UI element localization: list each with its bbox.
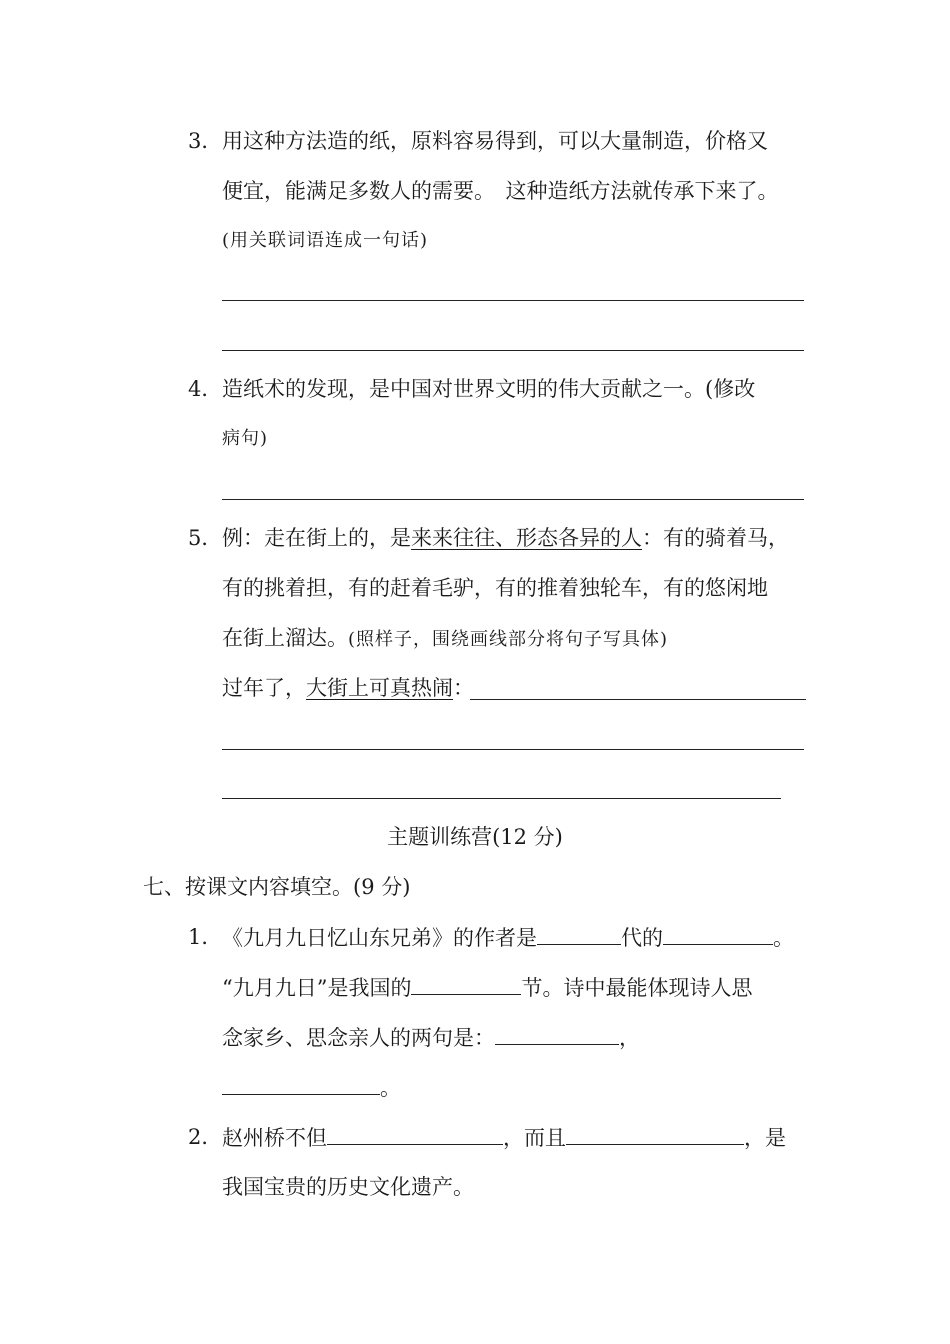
q7-item2-line2: 我国宝贵的历史文化遗产。 — [222, 1175, 474, 1199]
q7-heading: 七、按课文内容填空。(9 分) — [143, 875, 411, 899]
q3-text-line2: 便宜，能满足多数人的需要。 这种造纸方法就传承下来了。 — [222, 179, 779, 203]
q7-item1-text-d: “九月九日”是我国的 — [222, 976, 412, 1000]
q7-item1-line1 — [222, 922, 794, 953]
q7-item2-text-a: 赵州桥不但 — [222, 1126, 327, 1150]
q7-item2-text-c: ，是 — [744, 1126, 786, 1150]
bridge-feature-blank-2[interactable] — [566, 1122, 744, 1145]
q5-example-line2: 有的挑着担，有的赶着毛驴，有的推着独轮车，有的悠闲地 — [222, 576, 768, 600]
q7-item1-line2 — [222, 972, 752, 1003]
author-blank[interactable] — [663, 922, 773, 945]
q5-example-suffix: ：有的骑着马， — [642, 526, 789, 550]
q5-prompt-underlined: 大街上可真热闹 — [306, 676, 453, 700]
q7-item1-text-a: 《九月九日忆山东兄弟》的作者是 — [222, 926, 537, 950]
q7-item2-line1 — [222, 1122, 786, 1153]
q5-number: 5． — [188, 526, 223, 550]
q5-prompt-colon: ： — [453, 676, 474, 700]
dynasty-blank[interactable] — [537, 922, 621, 945]
q5-example-line3 — [222, 623, 668, 655]
poem-line-blank-1[interactable] — [495, 1022, 619, 1045]
q3-instruction: (用关联词语连成一句话) — [222, 230, 429, 251]
q5-example-end: 在街上溜达。 — [222, 626, 348, 650]
q7-item2-number: 2． — [188, 1125, 223, 1149]
q4-text-line2: 病句) — [222, 428, 269, 449]
q3-answer-line-2[interactable] — [222, 350, 804, 351]
festival-blank[interactable] — [411, 972, 521, 995]
bridge-feature-blank-1[interactable] — [327, 1122, 503, 1145]
q5-answer-line-2[interactable] — [222, 749, 804, 750]
q7-item1-number: 1． — [188, 925, 223, 949]
q7-item1-text-g: ， — [619, 1026, 640, 1050]
q3-answer-line-1[interactable] — [222, 300, 804, 301]
q7-item1-text-h: 。 — [380, 1076, 401, 1100]
section-title: 主题训练营(12 分) — [387, 825, 563, 849]
q5-example-prefix: 例：走在街上的，是 — [222, 526, 411, 550]
q7-item1-text-f: 念家乡、思念亲人的两句是： — [222, 1026, 495, 1050]
q7-item1-text-b: 代的 — [621, 926, 663, 950]
q5-example-underlined: 来来往往、形态各异的人 — [411, 526, 642, 550]
q5-instruction: (照样子，围绕画线部分将句子写具体) — [348, 629, 669, 650]
q7-item1-line4 — [222, 1072, 401, 1103]
q5-example-line1 — [222, 523, 789, 553]
q5-answer-line-1[interactable] — [470, 699, 806, 700]
q5-answer-line-3[interactable] — [222, 798, 781, 799]
q7-item1-text-e: 节。诗中最能体现诗人思 — [521, 976, 753, 1000]
q3-text-line1: 用这种方法造的纸，原料容易得到，可以大量制造，价格又 — [222, 129, 768, 153]
q7-item1-line3 — [222, 1022, 640, 1053]
q4-text-line1: 造纸术的发现，是中国对世界文明的伟大贡献之一。(修改 — [222, 377, 756, 401]
q7-item2-text-b: ，而且 — [503, 1126, 566, 1150]
q4-number: 4． — [188, 377, 223, 401]
q4-answer-line[interactable] — [222, 499, 804, 500]
q5-prompt-line — [222, 673, 474, 703]
q7-item1-text-c: 。 — [773, 926, 794, 950]
q5-prompt-prefix: 过年了， — [222, 676, 306, 700]
q3-number: 3． — [188, 129, 223, 153]
poem-line-blank-2[interactable] — [222, 1072, 380, 1095]
